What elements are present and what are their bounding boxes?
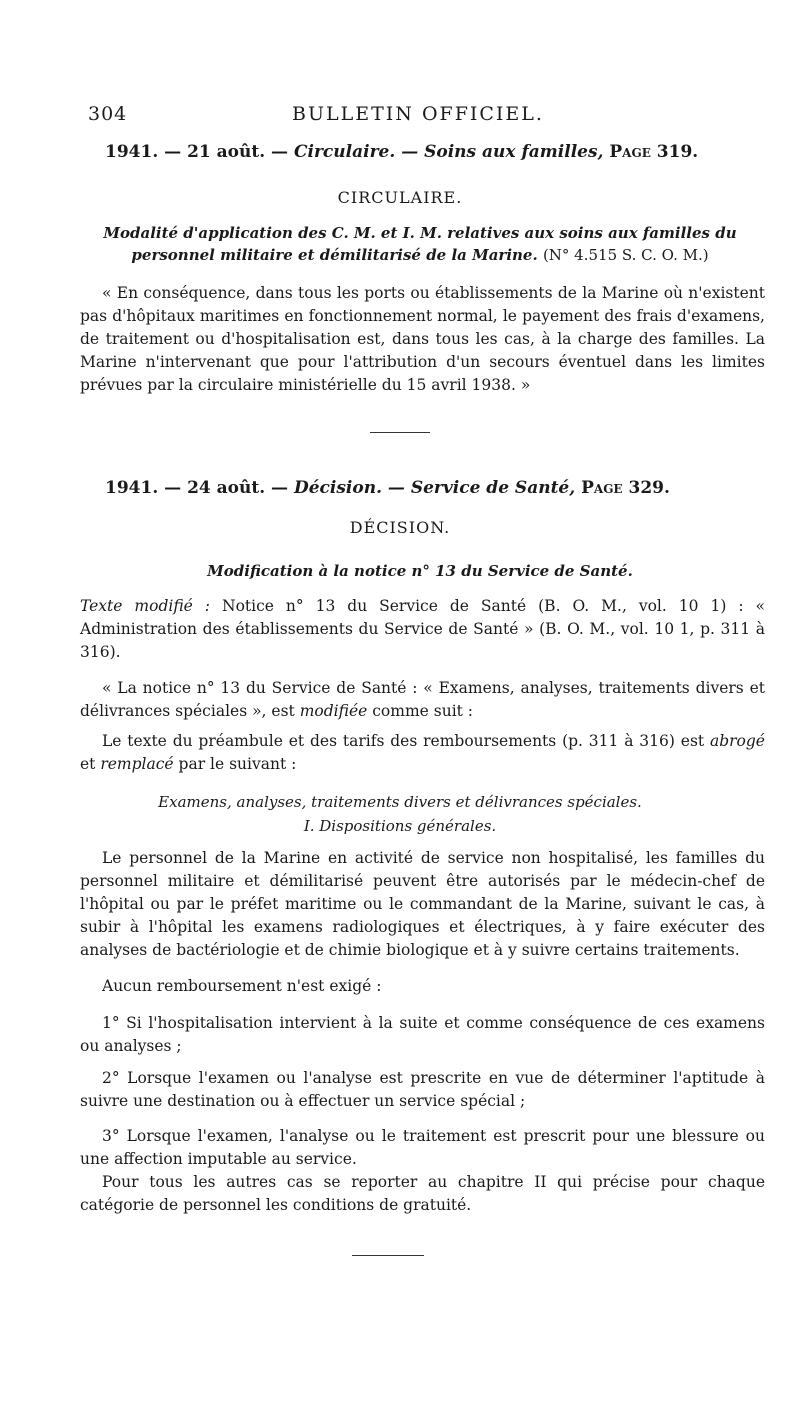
entry2-page-label: Page (581, 478, 623, 498)
entry1-subtitle-ref: (N° 4.515 S. C. O. M.) (542, 246, 709, 264)
p1-end: comme suit : (372, 702, 474, 720)
entry1-page-value: 319. (656, 142, 699, 162)
running-head (88, 103, 748, 129)
entry1-body: « En conséquence, dans tous les ports ou établissements de la Marine où n'existent pas d'hôpitaux maritimes en fonctionnement normal, le payement des frais d'examens, de traitement ou d'hospitalisation est, dans tous les cas, à la charge des familles. La Marine n'intervenant que pour l'attribution d'un secours éventuel dans les limites prévues par la circulaire ministérielle du 15 avril 1938. » (80, 284, 765, 394)
entry2-heading-1: Examens, analyses, traitements divers et délivrances spéciales. (158, 793, 642, 811)
entry1-subject: — Soins aux familles, (401, 142, 604, 162)
p2-mid: et (80, 755, 96, 773)
entry1-type: Circulaire. (293, 142, 396, 162)
entry2-subtitle: Modification à la notice n° 13 du Service de Santé. (207, 562, 633, 580)
entry2-date: 1941. — 24 août. — (105, 478, 289, 498)
p2-abroge: abrogé (709, 732, 765, 750)
entry2-paragraph-1 (80, 677, 765, 723)
section-divider (370, 432, 430, 433)
entry2-paragraph-3: Le personnel de la Marine en activité de service non hospitalisé, les familles du personnel militaire et démilitarisé peuvent être autorisés par le médecin-chef de l'hôpital ou par le préfet maritime ou le commandant de la Marine, suivant le cas, à subir à l'hôpital les examens radiologiques et électriques, à y faire exécuter des analyses de bactériologie et de chimie biologique et à y suivre certains traitements. (80, 849, 765, 959)
entry2-item-2: 2° Lorsque l'examen ou l'analyse est prescrite en vue de déterminer l'aptitude à suivre une destination ou à effectuer un service spécial ; (80, 1069, 765, 1110)
p2-remplace: remplacé (100, 755, 174, 773)
texte-body: Notice n° 13 du Service de Santé (B. O. M., vol. 10 1) : « Administration des établissements du Service de Santé » (B. O. M., vol. 10 1, p. 311 à 316). (80, 597, 765, 661)
entry2-heading (105, 478, 705, 498)
entry1-section-title: CIRCULAIRE. (337, 188, 463, 207)
p2-end: par le suivant : (178, 755, 297, 773)
p1-modifiee: modifiée (299, 702, 368, 720)
entry1-page-label: Page (609, 142, 651, 162)
entry2-subject: — Service de Santé, (387, 478, 576, 498)
entry2-item-3: 3° Lorsque l'examen, l'analyse ou le traitement est prescrit pour une blessure ou une affection imputable au service. (80, 1127, 765, 1168)
entry2-texte-modifie (80, 595, 765, 664)
end-divider (352, 1255, 424, 1256)
journal-title: BULLETIN OFFICIEL. (292, 103, 544, 125)
entry2-type: Décision. (293, 478, 382, 498)
entry1-subtitle-text: Modalité d'application des C. M. et I. M. relatives aux soins aux familles du personnel militaire et démilitarisé de la Marine. (103, 224, 737, 264)
entry2-section-title: DÉCISION. (349, 518, 451, 537)
entry2-paragraph-4: Aucun remboursement n'est exigé : (102, 977, 382, 995)
texte-label: Texte modifié : (80, 597, 211, 615)
entry1-heading (105, 142, 705, 162)
entry2-paragraph-2 (80, 730, 765, 776)
page-number: 304 (88, 103, 128, 125)
entry1-date: 1941. — 21 août. — (105, 142, 289, 162)
entry2-item-1: 1° Si l'hospitalisation intervient à la suite et comme conséquence de ces examens ou analyses ; (80, 1014, 765, 1055)
entry2-heading-2: I. Dispositions générales. (303, 817, 497, 835)
p1-start: « La notice n° 13 du Service de Santé : « Examens, analyses, traitements divers et délivrances spéciales », est (80, 679, 765, 720)
entry2-paragraph-5: Pour tous les autres cas se reporter au chapitre II qui précise pour chaque catégorie de personnel les conditions de gratuité. (80, 1173, 765, 1214)
p2-start: Le texte du préambule et des tarifs des remboursements (p. 311 à 316) est (102, 732, 705, 750)
entry1-subtitle (80, 222, 760, 266)
entry2-page-value: 329. (628, 478, 670, 498)
